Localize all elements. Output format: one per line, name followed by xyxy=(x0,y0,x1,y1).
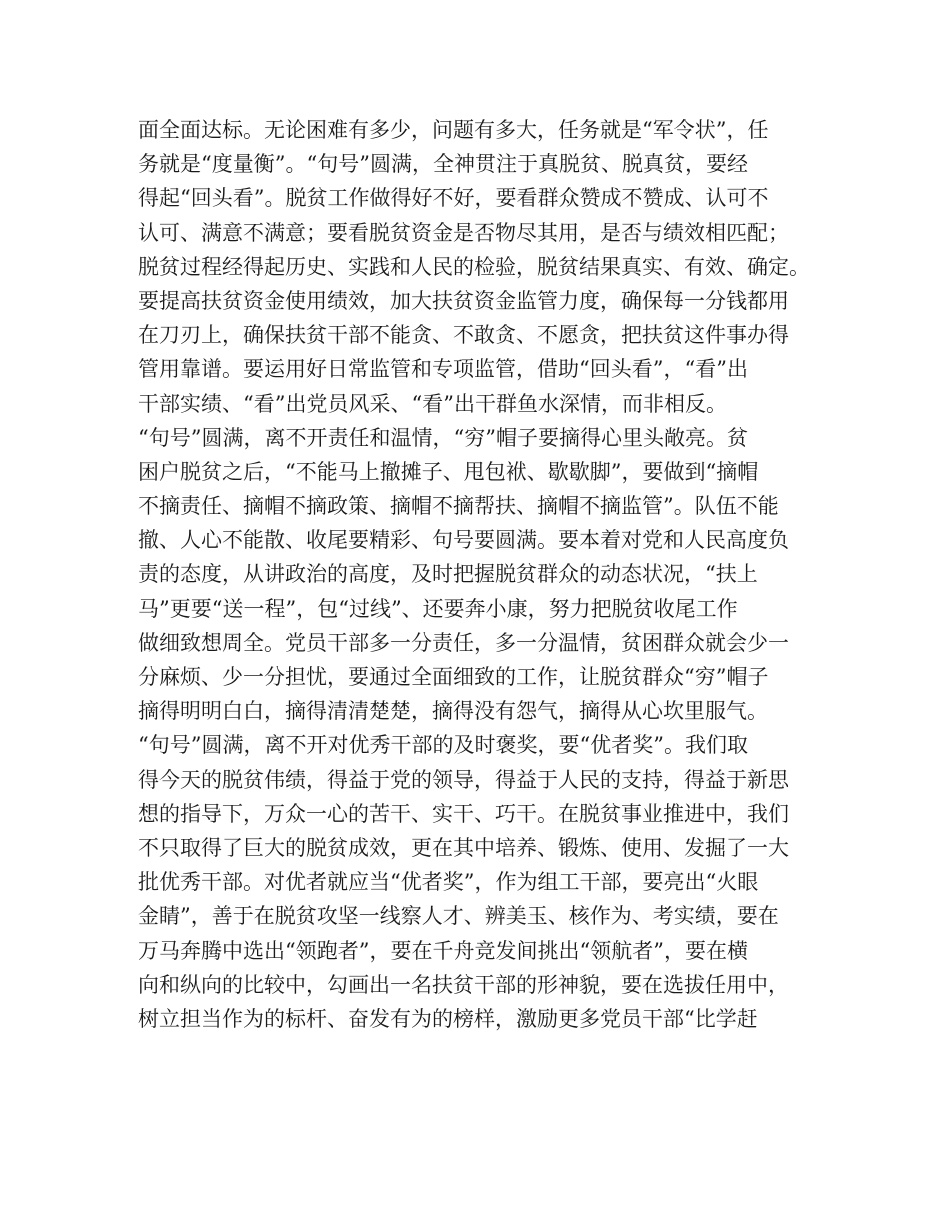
text-line: 在刀刃上，确保扶贫干部不能贪、不敢贪、不愿贪，把扶贫这件事办得 xyxy=(138,323,789,348)
text-line: 树立担当作为的标杆、奋发有为的榜样，激励更多党员干部“比学赶 xyxy=(138,1006,758,1031)
text-line: 管用靠谱。要运用好日常监管和专项监管，借助“回头看”，“看”出 xyxy=(138,357,748,382)
text-line: 金睛”，善于在脱贫攻坚一线察人才、辨美玉、核作为、考实绩，要在 xyxy=(138,904,779,929)
text-line: 不摘责任、摘帽不摘政策、摘帽不摘帮扶、摘帽不摘监管”。队伍不能 xyxy=(138,494,779,519)
text-line: 面全面达标。无论困难有多少，问题有多大，任务就是“军令状”，任 xyxy=(138,118,769,142)
text-line: “句号”圆满，离不开责任和温情，“穷”帽子要摘得心里头敞亮。贫 xyxy=(138,425,748,450)
text-line: 脱贫过程经得起历史、实践和人民的检验，脱贫结果真实、有效、确定。 xyxy=(138,254,810,279)
text-line: 不只取得了巨大的脱贫成效，更在其中培养、锻炼、使用、发掘了一大 xyxy=(138,835,789,860)
text-line: 认可、满意不满意；要看脱贫资金是否物尽其用，是否与绩效相匹配； xyxy=(138,220,789,245)
text-line: 困户脱贫之后，“不能马上撤摊子、甩包袱、歇歇脚”，要做到“摘帽 xyxy=(138,459,759,484)
text-line: 得起“回头看”。脱贫工作做得好不好，要看群众赞成不赞成、认可不 xyxy=(138,186,769,211)
text-line: 做细致想周全。党员干部多一分责任，多一分温情，贫困群众就会少一 xyxy=(138,630,789,655)
text-line: 要提高扶贫资金使用绩效，加大扶贫资金监管力度，确保每一分钱都用 xyxy=(138,288,789,313)
body-text xyxy=(138,113,828,1036)
text-line: 摘得明明白白，摘得清清楚楚，摘得没有怨气，摘得从心坎里服气。 xyxy=(138,699,768,724)
text-line: 想的指导下，万众一心的苦干、实干、巧干。在脱贫事业推进中，我们 xyxy=(138,801,789,826)
text-line: 批优秀干部。对优者就应当“优者奖”，作为组工干部，要亮出“火眼 xyxy=(138,870,759,895)
text-line: 马”更要“送一程”，包“过线”、还要奔小康，努力把脱贫收尾工作 xyxy=(138,596,738,621)
text-line: 干部实绩、“看”出党员风采、“看”出干群鱼水深情，而非相反。 xyxy=(138,391,727,416)
text-line: 向和纵向的比较中，勾画出一名扶贫干部的形神貌，要在选拔任用中， xyxy=(138,972,789,997)
text-line: 撤、人心不能散、收尾要精彩、句号要圆满。要本着对党和人民高度负 xyxy=(138,528,789,553)
text-line: 分麻烦、少一分担忧，要通过全面细致的工作，让脱贫群众“穷”帽子 xyxy=(138,665,769,689)
text-line: 万马奔腾中选出“领跑者”，要在千舟竞发间挑出“领航者”，要在横 xyxy=(138,938,748,963)
text-line: “句号”圆满，离不开对优秀干部的及时褒奖，要“优者奖”。我们取 xyxy=(138,733,748,758)
text-line: 得今天的脱贫伟绩，得益于党的领导，得益于人民的支持，得益于新思 xyxy=(138,767,789,792)
text-line: 责的态度，从讲政治的高度，及时把握脱贫群众的动态状况，“扶上 xyxy=(138,562,758,587)
text-line: 务就是“度量衡”。“句号”圆满，全神贯注于真脱贫、脱真贫，要经 xyxy=(138,152,748,177)
